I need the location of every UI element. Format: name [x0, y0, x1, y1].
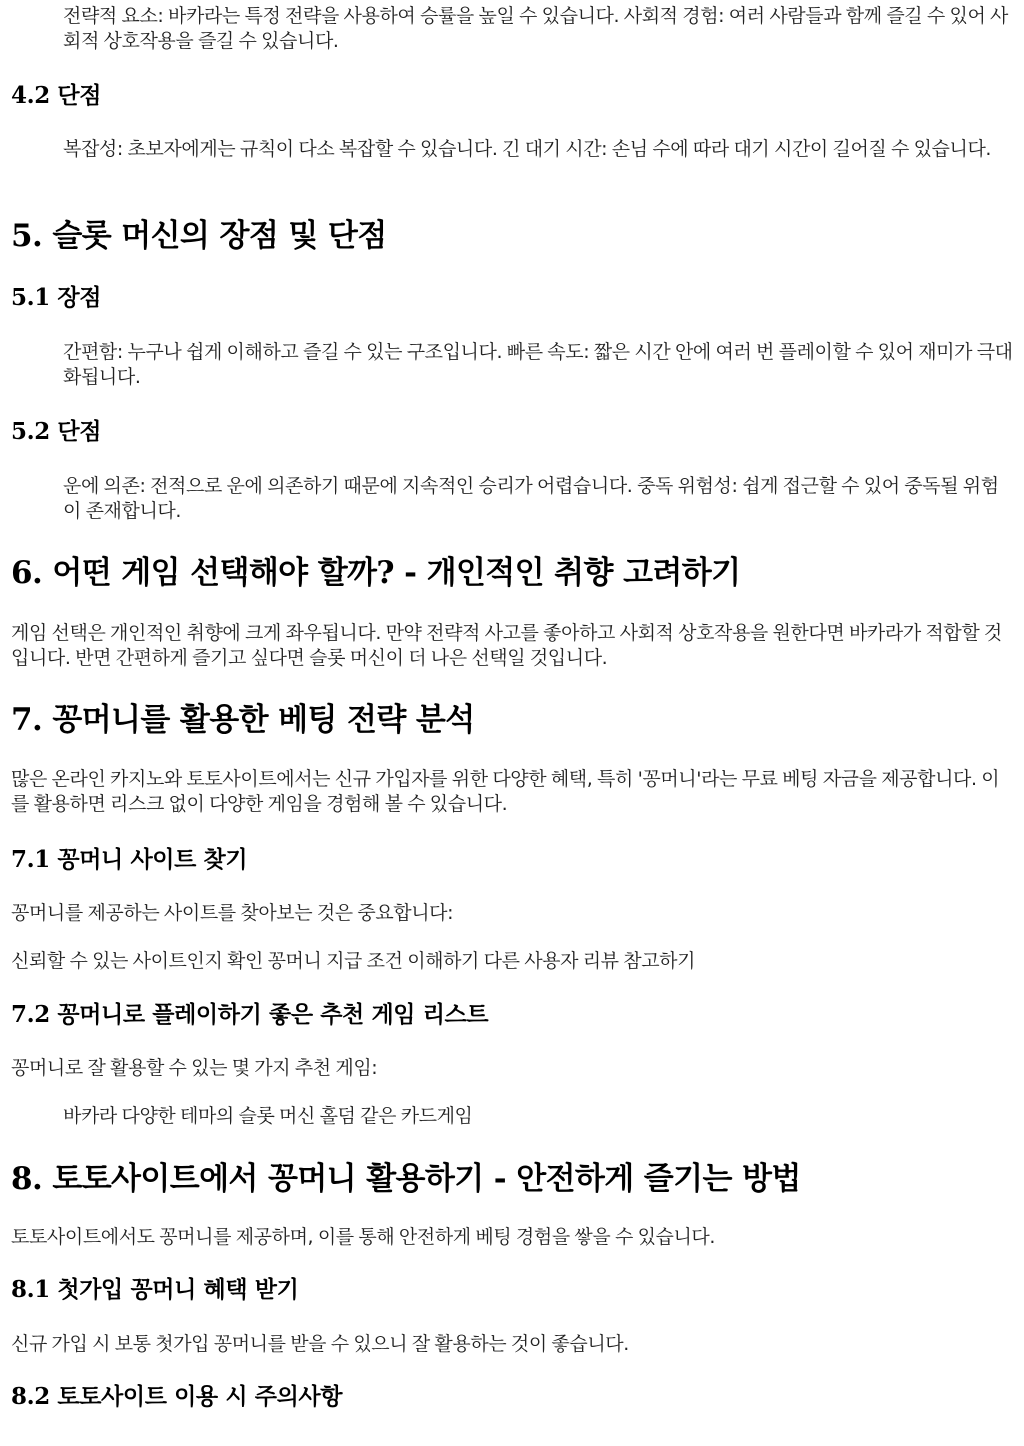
- heading-8-toto-bonus: 8. 토토사이트에서 꽁머니 활용하기 - 안전하게 즐기는 방법: [11, 1161, 801, 1197]
- baccarat-pros-paragraph: 전략적 요소: 바카라는 특정 전략을 사용하여 승률을 높일 수 있습니다. 사회적 경험: 여러 사람들과 함께 즐길 수 있어 사회적 상호작용을 즐길 수 있습니다.: [63, 5, 1008, 52]
- heading-6-game-choice: 6. 어떤 게임 선택해야 할까? - 개인적인 취향 고려하기: [11, 555, 741, 591]
- heading-8-2-cautions: 8.2 토토사이트 이용 시 주의사항: [11, 1383, 343, 1410]
- game-choice-paragraph: 게임 선택은 개인적인 취향에 크게 좌우됩니다. 만약 전략적 사고를 좋아하고 사회적 상호작용을 원한다면 바카라가 적합할 것입니다. 반면 간편하게 즐기고 싶다면 슬롯 머신이 더 나은 선택일 것입니다.: [11, 622, 1002, 669]
- find-sites-checklist: 신뢰할 수 있는 사이트인지 확인 꽁머니 지급 조건 이해하기 다른 사용자 리뷰 참고하기: [11, 950, 696, 972]
- slot-pros-paragraph: 간편함: 누구나 쉽게 이해하고 즐길 수 있는 구조입니다. 빠른 속도: 짧은 시간 안에 여러 번 플레이할 수 있어 재미가 극대화됩니다.: [63, 341, 1013, 388]
- slot-cons-paragraph: 운에 의존: 전적으로 운에 의존하기 때문에 지속적인 승리가 어렵습니다. 중독 위험성: 쉽게 접근할 수 있어 중독될 위험이 존재합니다.: [63, 475, 999, 522]
- recommended-games-paragraph: 꽁머니로 잘 활용할 수 있는 몇 가지 추천 게임:: [11, 1057, 378, 1079]
- heading-7-2-recommended-games: 7.2 꽁머니로 플레이하기 좋은 추천 게임 리스트: [11, 1001, 489, 1028]
- heading-7-bonus-strategy: 7. 꽁머니를 활용한 베팅 전략 분석: [11, 702, 475, 738]
- find-sites-paragraph: 꽁머니를 제공하는 사이트를 찾아보는 것은 중요합니다:: [11, 902, 454, 924]
- bonus-strategy-paragraph: 많은 온라인 카지노와 토토사이트에서는 신규 가입자를 위한 다양한 혜택, 특히 '꽁머니'라는 무료 베팅 자금을 제공합니다. 이를 활용하면 리스크 없이 다양한 게임을 경험해 볼 수 있습니다.: [11, 768, 1000, 815]
- heading-5-2-cons: 5.2 단점: [11, 418, 102, 445]
- heading-5-1-pros: 5.1 장점: [11, 284, 102, 311]
- heading-7-1-find-sites: 7.1 꽁머니 사이트 찾기: [11, 846, 248, 873]
- heading-8-1-signup-bonus: 8.1 첫가입 꽁머니 혜택 받기: [11, 1276, 299, 1303]
- heading-4-2-cons: 4.2 단점: [11, 82, 102, 109]
- baccarat-cons-paragraph: 복잡성: 초보자에게는 규칙이 다소 복잡할 수 있습니다. 긴 대기 시간: 손님 수에 따라 대기 시간이 길어질 수 있습니다.: [63, 138, 992, 160]
- heading-5-slot-pros-cons: 5. 슬롯 머신의 장점 및 단점: [11, 218, 387, 254]
- signup-bonus-paragraph: 신규 가입 시 보통 첫가입 꽁머니를 받을 수 있으니 잘 활용하는 것이 좋습니다.: [11, 1333, 629, 1355]
- recommended-games-list: 바카라 다양한 테마의 슬롯 머신 홀덤 같은 카드게임: [63, 1105, 473, 1127]
- toto-bonus-paragraph: 토토사이트에서도 꽁머니를 제공하며, 이를 통해 안전하게 베팅 경험을 쌓을 수 있습니다.: [11, 1226, 716, 1248]
